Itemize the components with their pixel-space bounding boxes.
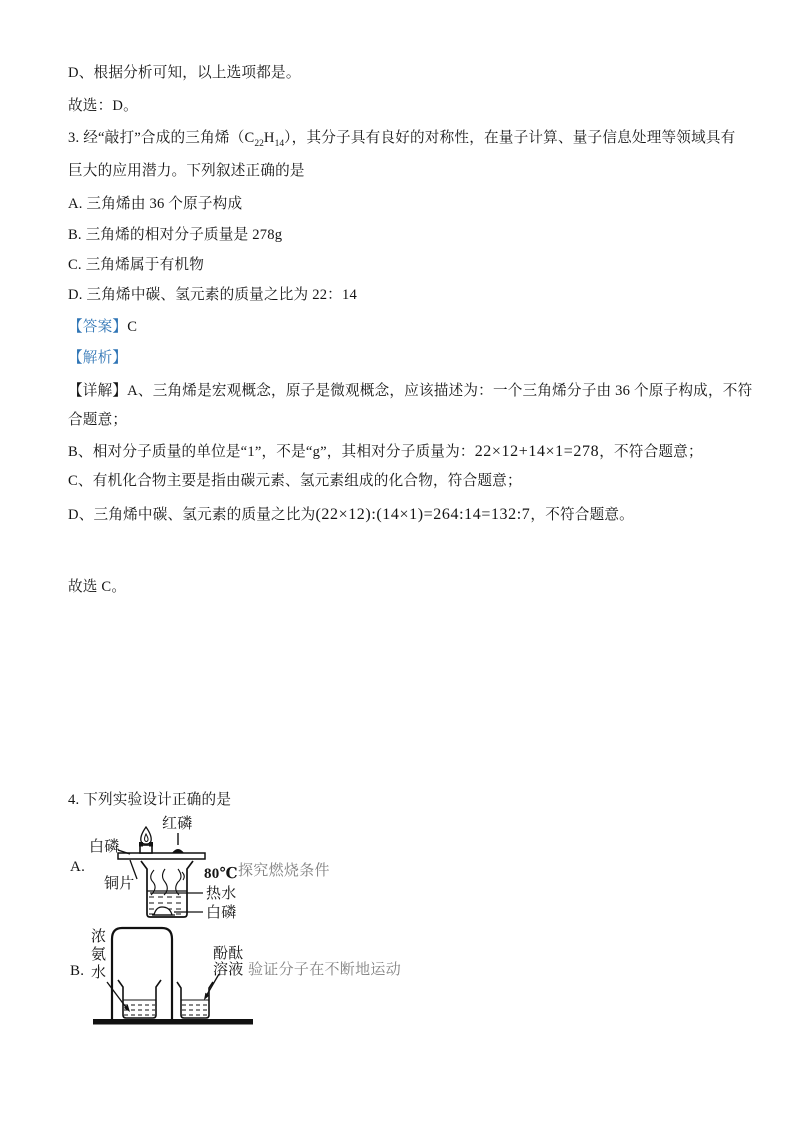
- white-phosphorus-top-label: 白磷: [89, 839, 120, 855]
- red-phosphorus-label: 红磷: [162, 816, 193, 832]
- q3-option-b: B. 三角烯的相对分子质量是 278g: [68, 227, 283, 243]
- q3-option-c: C. 三角烯属于有机物: [68, 257, 204, 273]
- q3-option-a: A. 三角烯由 36 个原子构成: [68, 196, 243, 212]
- q3-detail-c-line: C、有机化合物主要是指由碳元素、氢元素组成的化合物，符合题意；: [68, 473, 522, 489]
- answer-marker: 【答案】: [68, 319, 128, 335]
- red-phosphorus-lump: [172, 849, 184, 853]
- copper-sheet: [118, 853, 205, 859]
- analysis-marker: 【解析】: [68, 350, 128, 366]
- q3-detail-line1: 【详解】A、三角烯是宏观概念，原子是微观概念，应该描述为：一个三角烯分子由 36 个原子构成，不符: [68, 383, 753, 399]
- q3-detail-b-line: [68, 443, 703, 461]
- q2-conclusion: 故选：D。: [68, 98, 138, 114]
- table-surface: [93, 1019, 253, 1025]
- answer-value: C: [127, 319, 138, 335]
- phenolphthalein-beaker: [177, 982, 213, 1018]
- detail-b-tail: ，不符合题意；: [599, 444, 703, 460]
- q4-option-a-letter: A.: [70, 859, 86, 875]
- copper-sheet-label: 铜片: [104, 876, 135, 892]
- q3-option-d: D. 三角烯中碳、氢元素的质量之比为 22：14: [68, 287, 357, 303]
- formula-h: H: [263, 130, 275, 146]
- q3-stem-line1-post: ），其分子具有良好的对称性，在量子计算、量子信息处理等领域具有: [284, 130, 736, 146]
- q2-option-d-analysis: D、根据分析可知，以上选项都是。: [68, 65, 301, 81]
- burning-white-phosphorus: [139, 827, 153, 853]
- detail-d-math: (22×12):(14×1)=264:14=132:7: [315, 506, 531, 523]
- q4-stem: 4. 下列实验设计正确的是: [68, 792, 232, 808]
- q3-answer-line: [68, 319, 137, 336]
- q3-analysis-line: [68, 350, 127, 367]
- bell-jar: [112, 928, 172, 1021]
- q3-stem-line1: [68, 130, 735, 153]
- q3-conclusion: 故选 C。: [68, 579, 127, 595]
- white-phosphorus-bottom-label: 白磷: [206, 905, 237, 921]
- ammonia-beaker: [118, 980, 161, 1018]
- formula-subscript-h: 14: [274, 138, 285, 149]
- experiment-b-purpose: 验证分子在不断地运动: [248, 962, 402, 978]
- q4-option-b-letter: B.: [70, 963, 85, 979]
- formula-subscript-c: 22: [254, 138, 264, 149]
- phenolphthalein-label: 酚酞溶液: [213, 946, 244, 978]
- detail-b-math: 22×12+14×1=278: [474, 443, 600, 460]
- temperature-label: 80℃: [204, 866, 238, 882]
- ammonia-pointer-arrow: [107, 982, 130, 1012]
- q3-detail-d-line: [68, 506, 634, 524]
- detail-b-text: B、相对分子质量的单位是“1”，不是“g”，其相对分子质量为：: [68, 444, 475, 460]
- concentrated-ammonia-label: 浓氨水: [89, 928, 105, 982]
- submerged-white-phosphorus: [152, 907, 175, 915]
- q3-stem-line2: 巨大的应用潜力。下列叙述正确的是: [68, 163, 305, 179]
- q3-detail-line1-cont: 合题意；: [68, 412, 128, 428]
- experiment-a-purpose: 探究燃烧条件: [238, 863, 330, 879]
- detail-d-tail: ，不符合题意。: [530, 507, 634, 523]
- hot-water-label: 热水: [206, 886, 237, 902]
- detail-d-text: D、三角烯中碳、氢元素的质量之比为: [68, 507, 316, 523]
- q3-stem-line1-pre: 3. 经“敲打”合成的三角烯（C: [68, 130, 255, 146]
